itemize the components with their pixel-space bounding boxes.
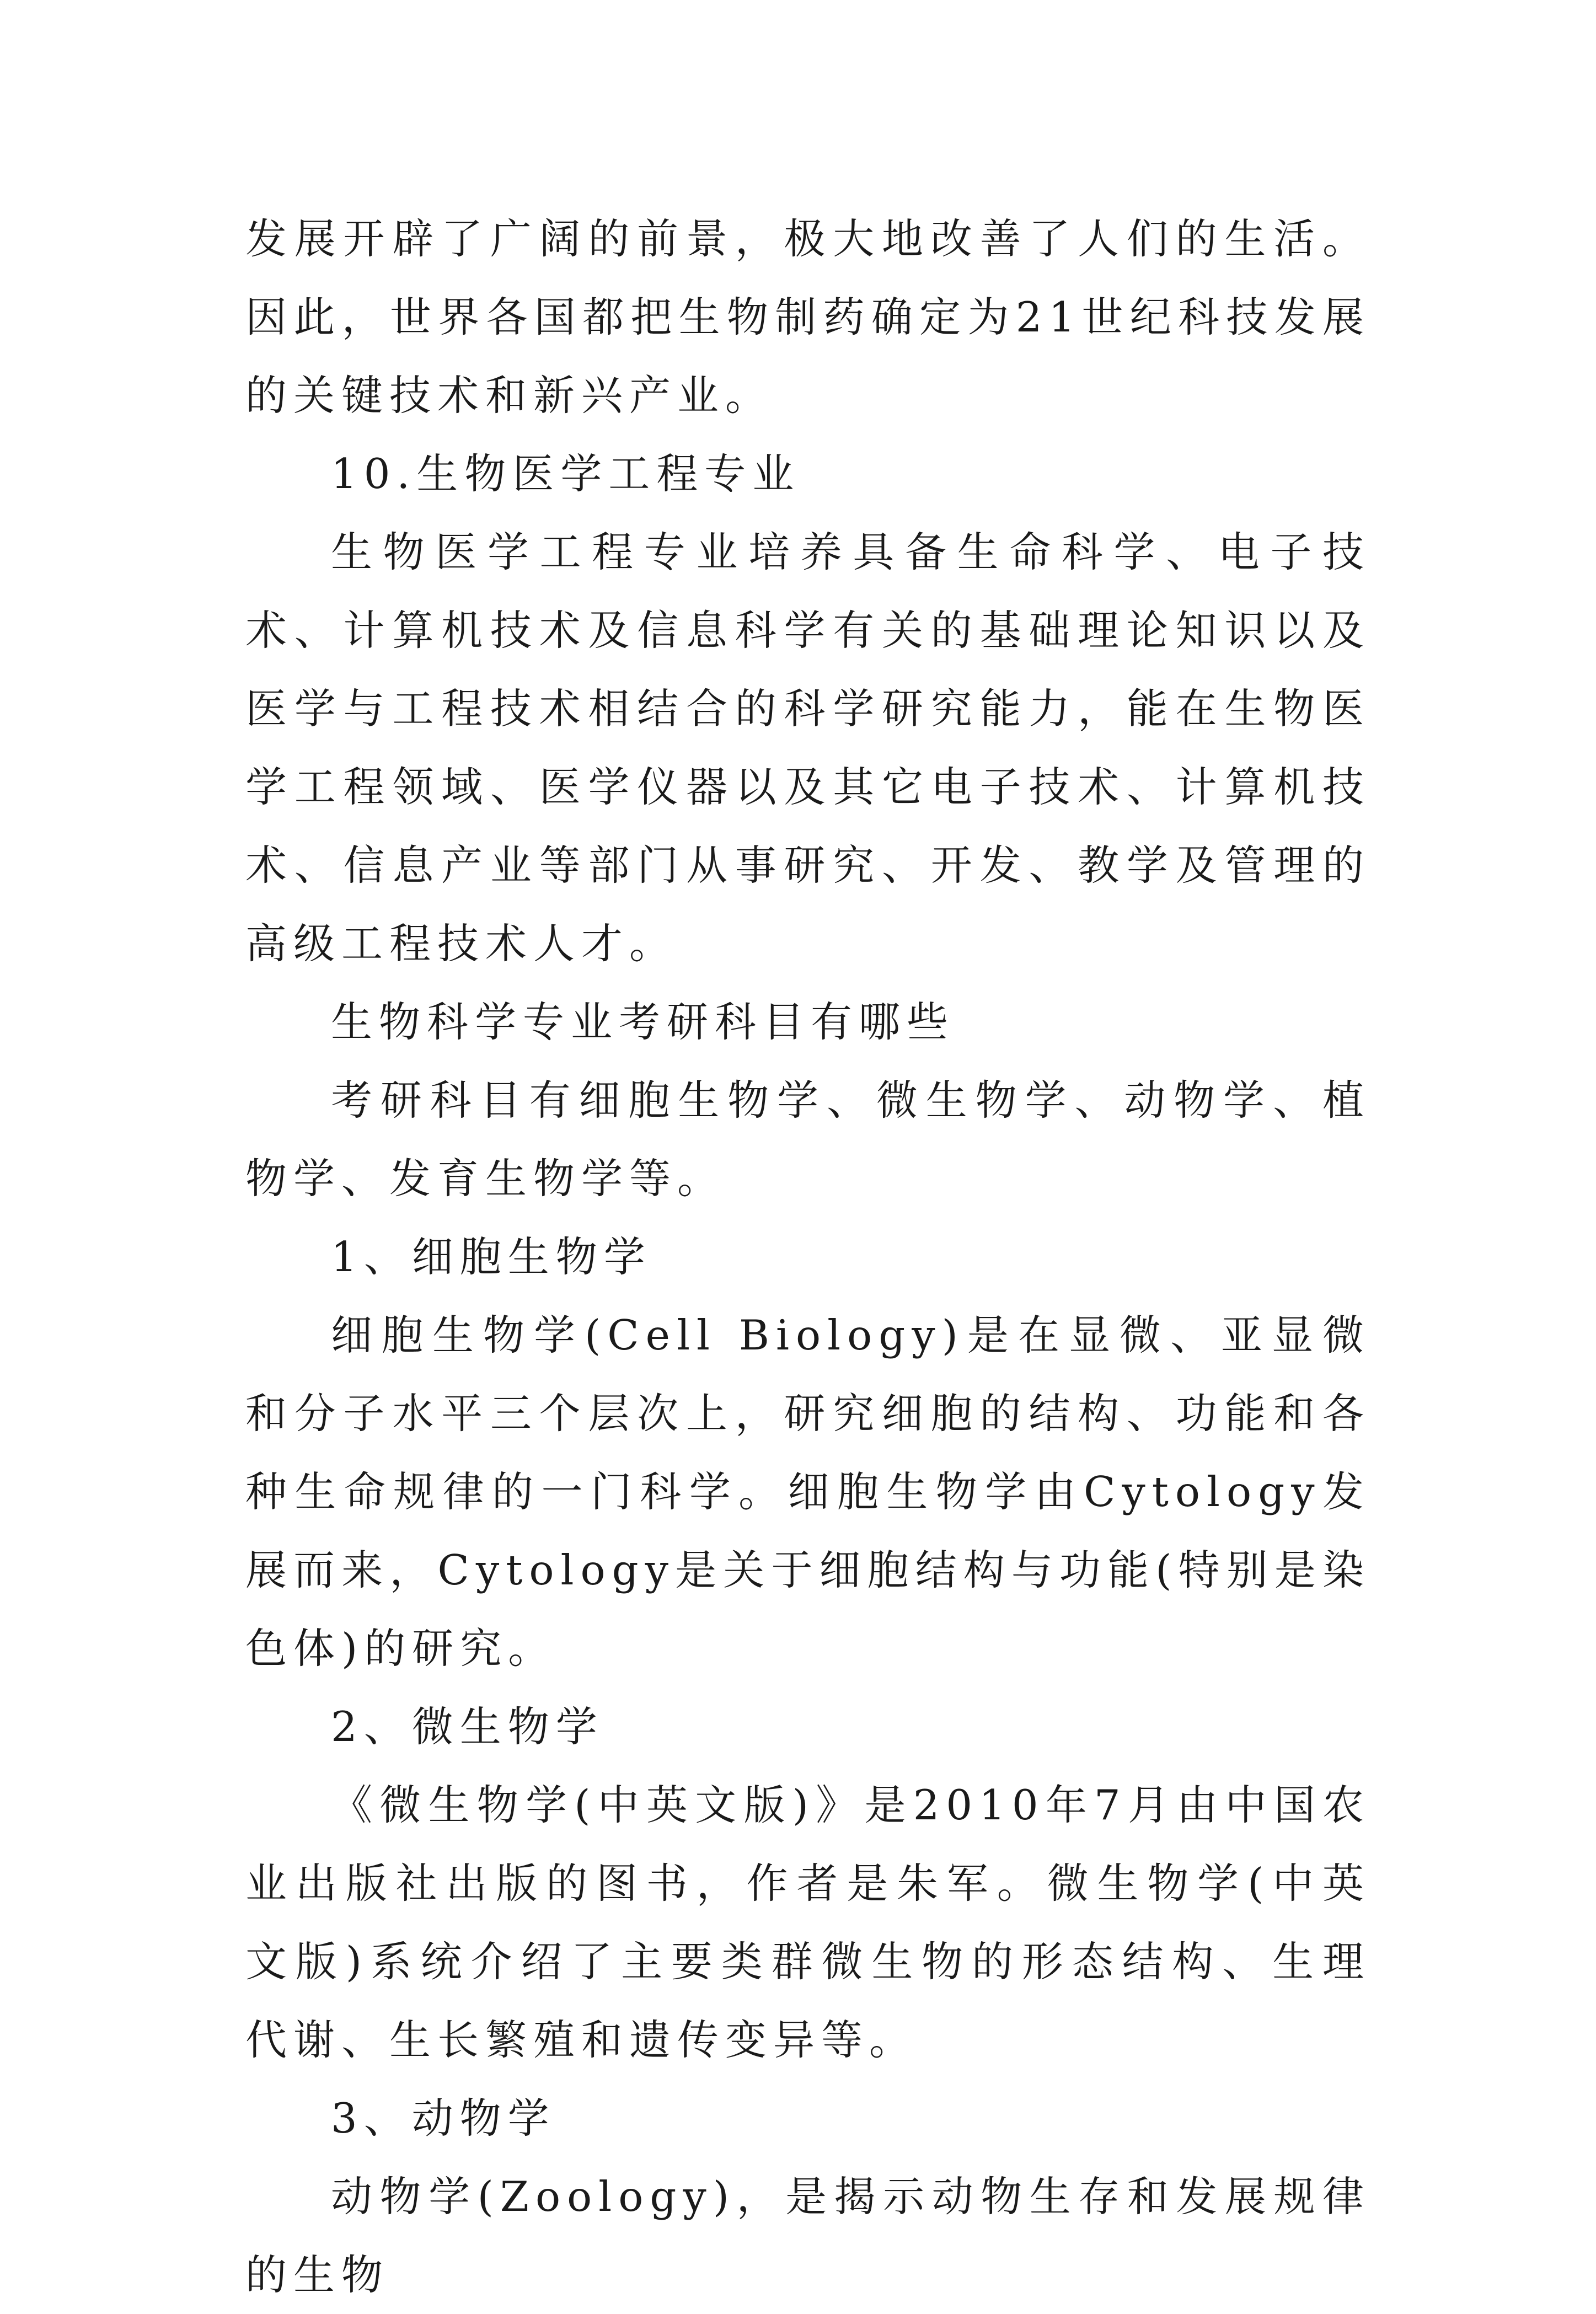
- heading-biomedical-engineering: 10.生物医学工程专业: [331, 449, 801, 498]
- paragraph-zoology: 动物学(Zoology)，是揭示动物生存和发展规律的生物: [245, 2172, 1370, 2299]
- paragraph-continuation: 发展开辟了广阔的前景，极大地改善了人们的生活。因此，世界各国都把生物制药确定为21世纪科技发展的关键技术和新兴产业。: [245, 215, 1370, 420]
- heading-exam-subjects: 生物科学专业考研科目有哪些: [331, 998, 955, 1046]
- paragraph-exam-subjects: 考研科目有细胞生物学、微生物学、动物学、植物学、发育生物学等。: [245, 1076, 1370, 1203]
- heading-zoology: 3、动物学: [331, 2094, 556, 2142]
- paragraph-cell-biology: 细胞生物学(Cell Biology)是在显微、亚显微和分子水平三个层次上，研究细胞的结构、功能和各种生命规律的一门科学。细胞生物学由Cytology发展而来，Cytology是关于细胞结构与功能(特别是染色体)的研究。: [245, 1311, 1370, 1673]
- heading-microbiology: 2、微生物学: [331, 1702, 604, 1751]
- body-text: [245, 200, 1370, 2314]
- paragraph-microbiology: 《微生物学(中英文版)》是2010年7月由中国农业出版社出版的图书，作者是朱军。微生物学(中英文版)系统介绍了主要类群微生物的形态结构、生理代谢、生长繁殖和遗传变异等。: [245, 1781, 1370, 2064]
- paragraph-biomedical-engineering: 生物医学工程专业培养具备生命科学、电子技术、计算机技术及信息科学有关的基础理论知识以及医学与工程技术相结合的科学研究能力，能在生物医学工程领域、医学仪器以及其它电子技术、计算机技术、信息产业等部门从事研究、开发、教学及管理的高级工程技术人才。: [245, 528, 1370, 968]
- heading-cell-biology: 1、细胞生物学: [331, 1233, 652, 1281]
